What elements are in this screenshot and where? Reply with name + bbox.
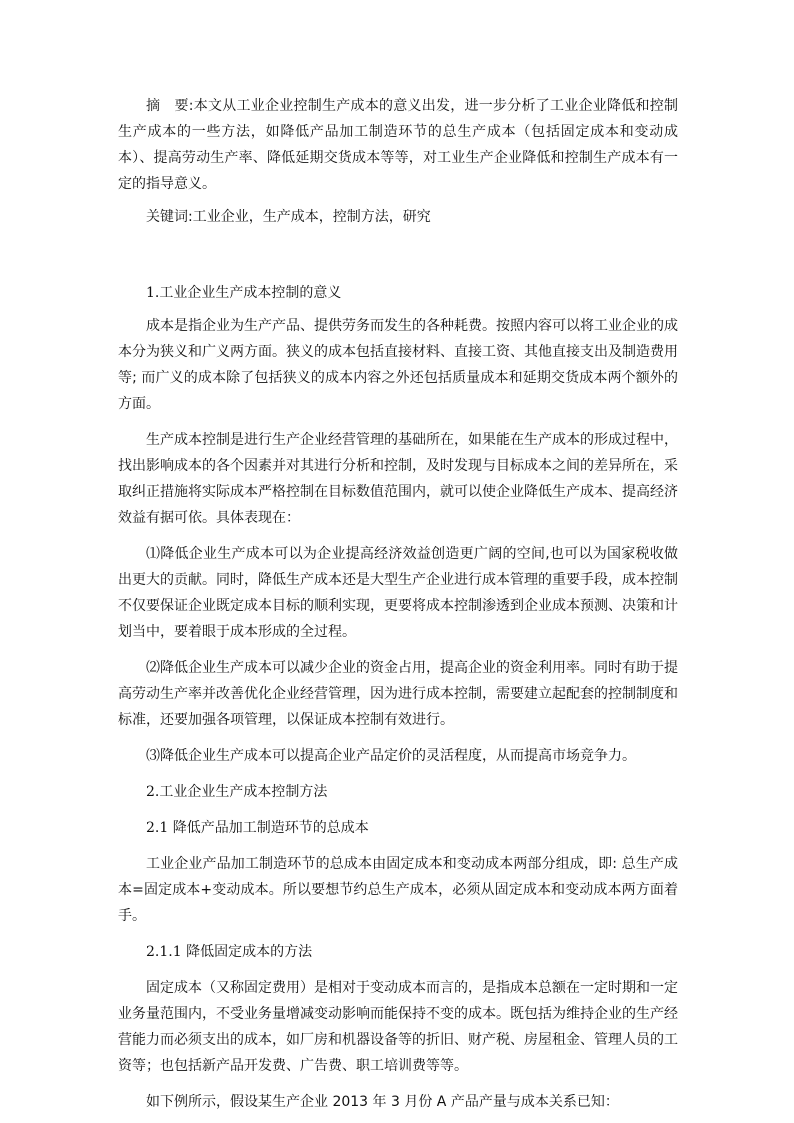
section2-1-title: 降低产品加工制造环节的总成本 <box>172 820 369 836</box>
abstract-text: 本文从工业企业控制生产成本的意义出发，进一步分析了工业企业降低和控制生产成本的一些方法，如降低产品加工制造环节的总生产成本（包括固定成本和变动成本）、提高劳动生产率、降低延期交货成本等等，对工业生产企业降低和控制生产成本有一定的指导意义。 <box>118 98 679 192</box>
section2-number: 2. <box>146 784 160 800</box>
document-page <box>118 93 678 1115</box>
section2-1-paragraph: 工业企业产品加工制造环节的总成本由固定成本和变动成本两部分组成，即: 总生产成本=固定成本+变动成本。所以要想节约总生产成本，必须从固定成本和变动成本两方面着手。 <box>118 856 678 924</box>
section2-1-number: 2.1 <box>146 820 169 836</box>
abstract-label: 摘 要: <box>146 98 194 114</box>
section2-title: 工业企业生产成本控制方法 <box>159 784 328 800</box>
section1-item-3: ⑶降低企业生产成本可以提高企业产品定价的灵活程度，从而提高市场竞争力。 <box>146 748 636 764</box>
section1-title: 工业企业生产成本控制的意义 <box>159 285 342 301</box>
section2-1-1-paragraph: 固定成本（又称固定费用）是相对于变动成本而言的，是指成本总额在一定时期和一定业务量范围内，不受业务量增减变动影响而能保持不变的成本。既包括为维持企业的生产经营能力而必须支出的成本，如厂房和机器设备等的折旧、财产税、房屋租金、管理人员的工资等；也包括新产品开发费、广告费、职工培训费等等。 <box>118 980 678 1074</box>
section1-heading <box>118 280 678 306</box>
keywords-paragraph <box>118 204 678 230</box>
keywords-text: 工业企业，生产成本，控制方法，研究 <box>192 209 431 225</box>
section2-1-1-number: 2.1.1 <box>146 944 182 960</box>
section1-number: 1. <box>146 285 160 301</box>
section1-item-2: ⑵降低企业生产成本可以减少企业的资金占用，提高企业的资金利用率。同时有助于提高劳动生产率并改善优化企业经营管理，因为进行成本控制，需要建立起配套的控制制度和标准，还要加强各项管理，以保证成本控制有效进行。 <box>118 660 678 728</box>
section1-paragraph-1: 成本是指企业为生产产品、提供劳务而发生的各种耗费。按照内容可以将工业企业的成本分为狭义和广义两方面。狭义的成本包括直接材料、直接工资、其他直接支出及制造费用等; 而广义的成本除了包括狭义的成本内容之外还包括质量成本和延期交货成本两个额外的方面。 <box>118 318 678 412</box>
section1-paragraph-2: 生产成本控制是进行生产企业经营管理的基础所在，如果能在生产成本的形成过程中，找出影响成本的各个因素并对其进行分析和控制，及时发现与目标成本之间的差异所在，采取纠正措施将实际成本严格控制在目标数值范围内，就可以使企业降低生产成本、提高经济效益有据可依。具体表现在： <box>118 432 678 526</box>
keywords-label: 关键词: <box>146 209 193 225</box>
section1-item-1: ⑴降低企业生产成本可以为企业提高经济效益创造更广阔的空间,也可以为国家税收做出更大的贡献。同时，降低生产成本还是大型生产企业进行成本管理的重要手段，成本控制不仅要保证企业既定成本目标的顺利实现，更要将成本控制渗透到企业成本预测、决策和计划当中，要着眼于成本形成的全过程。 <box>118 546 678 640</box>
section2-1-1-heading <box>118 939 678 965</box>
section2-1-heading <box>118 815 678 841</box>
section2-heading <box>118 779 678 805</box>
example-paragraph: 如下例所示，假设某生产企业 2013 年 3 月份 A 产品产量与成本关系已知： <box>146 1094 619 1110</box>
section2-1-1-title: 降低固定成本的方法 <box>186 944 313 960</box>
abstract-paragraph <box>118 93 678 197</box>
